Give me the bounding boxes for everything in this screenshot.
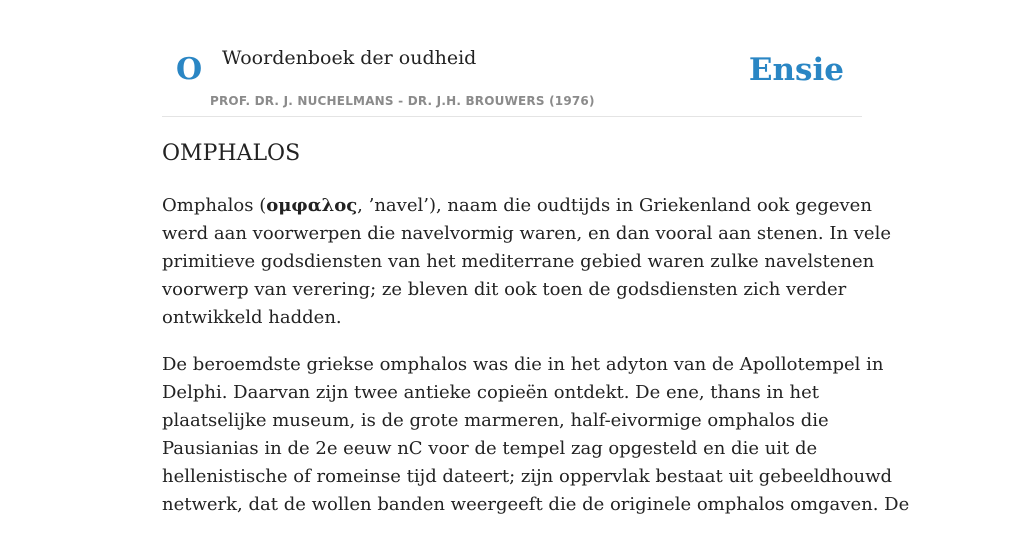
paragraph-line: netwerk, dat de wollen banden weergeeft die de originele omphalos omgaven. De (162, 494, 910, 515)
paragraph-line: Delphi. Daarvan zijn twee antieke copieën ontdekt. De ene, thans in het (162, 382, 819, 403)
header (162, 0, 862, 117)
ensie-logo-link[interactable]: Ensie (748, 52, 844, 88)
greek-term: ομφαλος (266, 195, 358, 216)
paragraph-line (162, 192, 872, 220)
book-authors: PROF. DR. J. NUCHELMANS - DR. J.H. BROUWERS (1976) (210, 94, 595, 108)
paragraph-line: hellenistische of romeinse tijd dateert; zijn oppervlak bestaat uit gebeeldhouwd (162, 466, 893, 487)
paragraph-line: primitieve godsdiensten van het mediterrane gebied waren zulke navelstenen (162, 251, 875, 272)
index-letter[interactable]: O (176, 52, 203, 87)
paragraph-line: Pausianias in de 2e eeuw nC voor de tempel zag opgesteld en die uit de (162, 438, 818, 459)
book-title[interactable]: Woordenboek der oudheid (222, 47, 477, 69)
paragraph-text: Omphalos ( (162, 195, 267, 216)
paragraph-line: ontwikkeld hadden. (162, 307, 342, 328)
paragraph-line: voorwerp van verering; ze bleven dit ook toen de godsdiensten zich verder (162, 279, 847, 300)
paragraph-text: , ’navel’), naam die oudtijds in Griekenland ook gegeven (357, 195, 872, 216)
entry-text (162, 192, 910, 538)
entry-title: OMPHALOS (162, 141, 301, 166)
page (162, 0, 910, 515)
paragraph-line: werd aan voorwerpen die navelvormig waren, en dan vooral aan stenen. In vele (162, 223, 891, 244)
paragraph-1 (162, 192, 891, 332)
paragraph-line: De beroemdste griekse omphalos was die in het adyton van de Apollotempel in (162, 354, 884, 375)
paragraph-line: plaatselijke museum, is de grote marmeren, half-eivormige omphalos die (162, 410, 829, 431)
paragraph-2 (162, 351, 910, 519)
